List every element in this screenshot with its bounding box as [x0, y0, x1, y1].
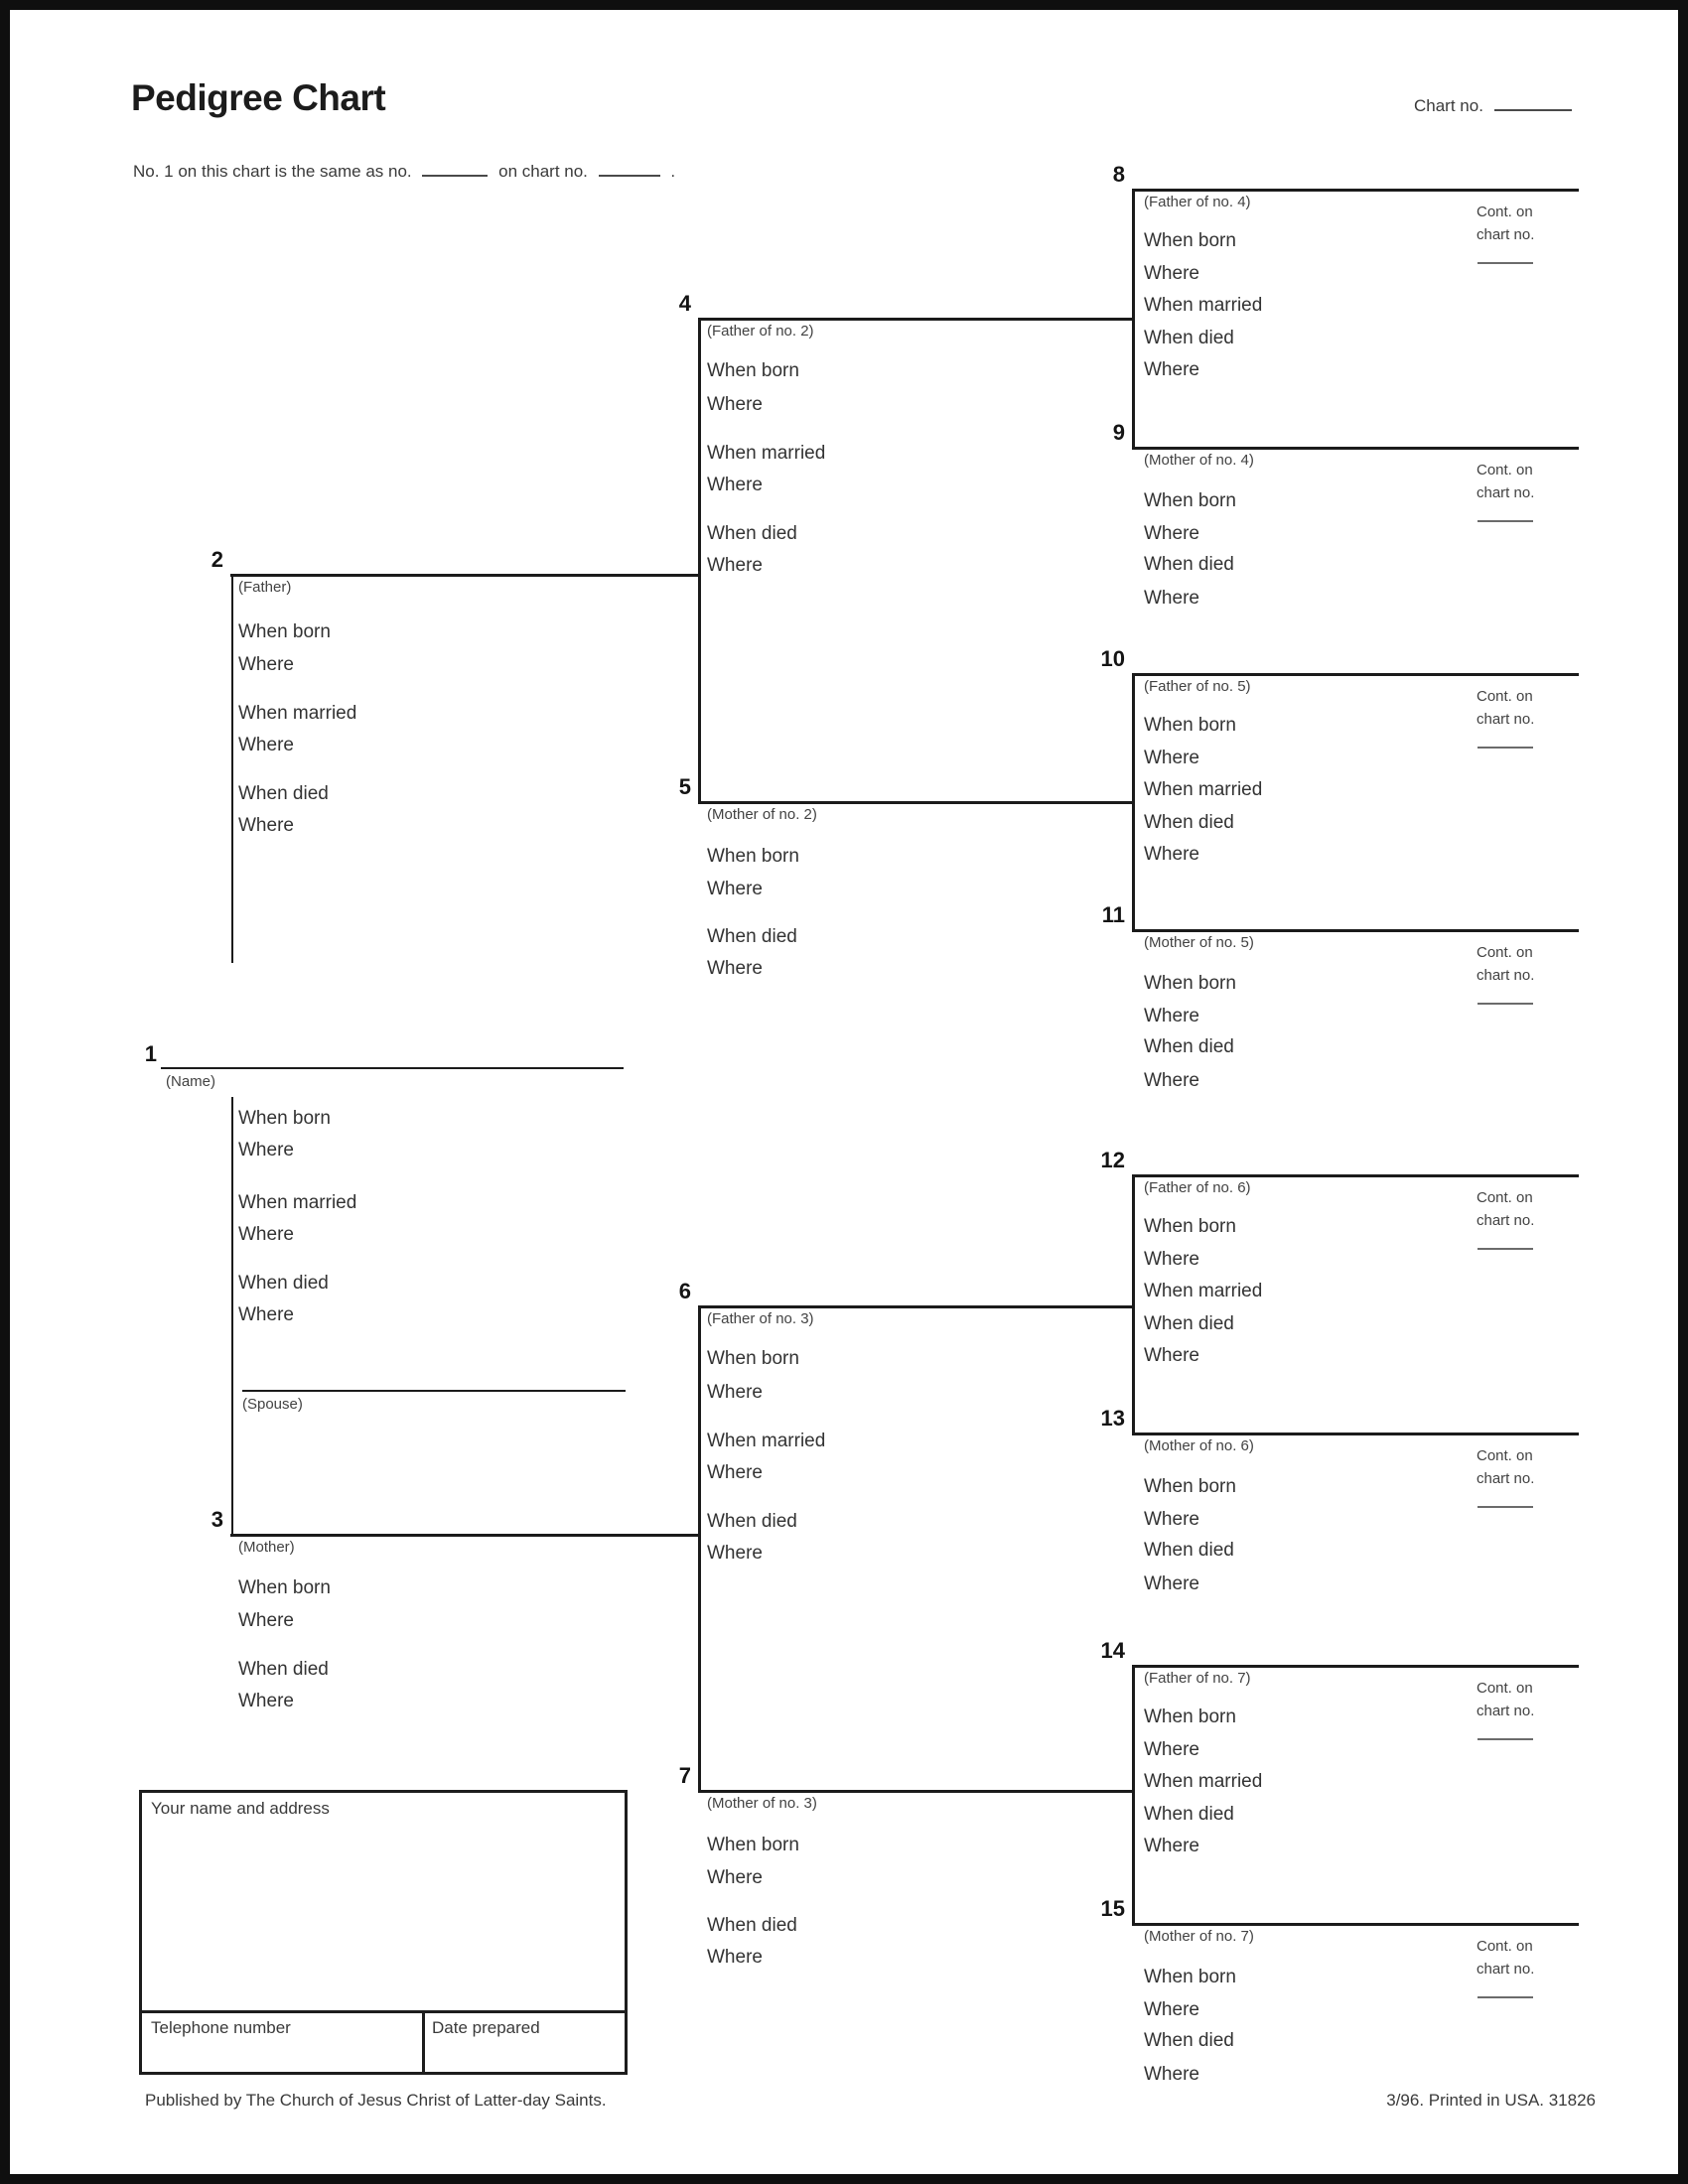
entry-line[interactable] — [698, 318, 1132, 321]
spouse-label: (Spouse) — [242, 1396, 303, 1413]
cont-chart-no-label: chart no. — [1477, 711, 1535, 728]
entry-line[interactable] — [230, 574, 698, 577]
entry-line[interactable] — [230, 1534, 698, 1537]
entry-field: Where — [1144, 588, 1199, 609]
address-box-divider-horizontal — [142, 2010, 625, 2013]
entry-field: Where — [238, 1691, 294, 1711]
cont-chart-no-label: chart no. — [1477, 226, 1535, 243]
entry-line[interactable] — [698, 1790, 1132, 1793]
cont-chart-no-blank[interactable] — [1477, 1003, 1533, 1005]
connector-line — [1132, 1174, 1135, 1433]
entry-field: Where — [238, 1140, 294, 1160]
entry-field: Where — [1144, 1739, 1199, 1760]
entry-field: When died — [1144, 1036, 1234, 1057]
entry-line[interactable] — [698, 801, 1132, 804]
entry-number: 2 — [211, 547, 223, 572]
cont-chart-no-label: chart no. — [1477, 484, 1535, 501]
entry-field: When married — [1144, 1281, 1263, 1301]
entry-field: Where — [707, 1382, 763, 1403]
entry-line[interactable] — [1132, 673, 1579, 676]
page-title: Pedigree Chart — [131, 77, 386, 118]
footer-publisher: Published by The Church of Jesus Christ of Latter-day Saints. — [145, 2091, 607, 2110]
connector-line — [1132, 1665, 1135, 1923]
entry-field: Where — [1144, 1836, 1199, 1856]
connector-line — [231, 1097, 233, 1534]
entry-field: When born — [238, 1577, 331, 1598]
address-box-divider-vertical — [422, 2010, 425, 2072]
entry-field: Where — [707, 1543, 763, 1564]
cont-chart-no-label: chart no. — [1477, 1703, 1535, 1719]
entry-field: When died — [238, 1273, 329, 1294]
entry-line[interactable] — [1132, 447, 1579, 450]
entry-number: 12 — [1100, 1148, 1125, 1172]
entry-line[interactable] — [1132, 1923, 1579, 1926]
entry-field: When died — [707, 523, 797, 544]
chart-no-field — [1414, 95, 1578, 116]
entry-field: Where — [707, 958, 763, 979]
cont-chart-no-blank[interactable] — [1477, 747, 1533, 749]
date-prepared-label[interactable]: Date prepared — [432, 2018, 540, 2037]
entry-field: When married — [1144, 779, 1263, 800]
entry-field: When died — [1144, 812, 1234, 833]
entry-number: 5 — [678, 774, 691, 799]
entry-field: When died — [1144, 2030, 1234, 2051]
entry-field: When born — [707, 1348, 799, 1369]
entry-field: When born — [1144, 1476, 1236, 1497]
entry-role-label: (Mother of no. 5) — [1144, 934, 1254, 951]
cont-on-label: Cont. on — [1477, 1680, 1533, 1697]
intro-sentence — [133, 161, 675, 182]
entry-number: 14 — [1100, 1638, 1125, 1663]
entry-field: Where — [1144, 748, 1199, 768]
cont-on-label: Cont. on — [1477, 1447, 1533, 1464]
entry-role-label: (Mother of no. 3) — [707, 1795, 817, 1812]
cont-chart-no-label: chart no. — [1477, 967, 1535, 984]
cont-chart-no-label: chart no. — [1477, 1961, 1535, 1978]
entry-field: When married — [707, 1431, 826, 1451]
connector-line — [1132, 189, 1135, 447]
cont-chart-no-blank[interactable] — [1477, 1248, 1533, 1250]
entry-line[interactable] — [1132, 1433, 1579, 1435]
entry-field: When died — [238, 1659, 329, 1680]
entry-role-label: (Mother of no. 6) — [1144, 1437, 1254, 1454]
entry-number: 1 — [144, 1041, 157, 1066]
entry-field: When born — [707, 1835, 799, 1855]
entry-role-label: (Mother of no. 2) — [707, 806, 817, 823]
entry-number: 7 — [678, 1763, 691, 1788]
entry-number: 3 — [211, 1507, 223, 1532]
connector-line — [231, 574, 233, 963]
entry-field: When died — [1144, 1313, 1234, 1334]
entry-field: When died — [238, 783, 329, 804]
entry-field: When born — [1144, 1967, 1236, 1987]
entry-field: When died — [707, 926, 797, 947]
cont-chart-no-blank[interactable] — [1477, 1996, 1533, 1998]
entry-field: Where — [707, 879, 763, 899]
entry-field: When born — [1144, 1216, 1236, 1237]
entry-field: When married — [238, 1192, 357, 1213]
entry-role-label: (Father) — [238, 579, 292, 596]
entry-field: Where — [1144, 1509, 1199, 1530]
entry-role-label: (Mother) — [238, 1539, 295, 1556]
entry-field: When born — [1144, 230, 1236, 251]
entry-field: Where — [1144, 1006, 1199, 1026]
entry-field: When died — [1144, 328, 1234, 348]
entry-field: Where — [1144, 359, 1199, 380]
address-box — [139, 1790, 628, 2075]
chart-no-label: Chart no. — [1414, 96, 1483, 115]
entry-field: Where — [707, 1462, 763, 1483]
entry-field: Where — [238, 1304, 294, 1325]
chart-no-blank[interactable] — [1494, 95, 1572, 111]
entry-field: Where — [1144, 1345, 1199, 1366]
cont-on-label: Cont. on — [1477, 462, 1533, 478]
entry-field: When born — [238, 1108, 331, 1129]
entry-number: 11 — [1101, 902, 1125, 927]
entry-role-label: (Father of no. 5) — [1144, 678, 1251, 695]
entry-field: When born — [1144, 1706, 1236, 1727]
same-as-no-blank[interactable] — [422, 161, 488, 177]
entry-number: 6 — [678, 1279, 691, 1303]
cont-chart-no-label: chart no. — [1477, 1212, 1535, 1229]
name-line[interactable] — [161, 1067, 624, 1069]
entry-number: 13 — [1100, 1406, 1125, 1431]
cont-on-label: Cont. on — [1477, 1938, 1533, 1955]
connector-line — [698, 1305, 701, 1790]
entry-number: 10 — [1100, 646, 1125, 671]
entry-field: When born — [1144, 490, 1236, 511]
entry-role-label: (Mother of no. 7) — [1144, 1928, 1254, 1945]
entry-number: 9 — [1112, 420, 1125, 445]
entry-field: Where — [238, 815, 294, 836]
entry-field: When died — [707, 1915, 797, 1936]
cont-chart-no-blank[interactable] — [1477, 1738, 1533, 1740]
entry-field: When born — [1144, 973, 1236, 994]
entry-field: Where — [707, 475, 763, 495]
entry-field: When married — [707, 443, 826, 464]
entry-field: When born — [707, 360, 799, 381]
entry-role-label: (Father of no. 4) — [1144, 194, 1251, 210]
entry-field: Where — [238, 735, 294, 755]
cont-on-label: Cont. on — [1477, 204, 1533, 220]
entry-role-label: (Father of no. 3) — [707, 1310, 814, 1327]
cont-chart-no-label: chart no. — [1477, 1470, 1535, 1487]
entry-field: Where — [707, 1867, 763, 1888]
entry-line[interactable] — [1132, 929, 1579, 932]
connector-line — [698, 318, 701, 801]
entry-number: 4 — [678, 291, 691, 316]
connector-line — [1132, 673, 1135, 929]
intro-text-between: on chart no. — [498, 162, 588, 181]
telephone-label[interactable]: Telephone number — [151, 2018, 291, 2037]
entry-field: Where — [707, 1947, 763, 1968]
on-chart-no-blank[interactable] — [599, 161, 660, 177]
entry-field: When died — [1144, 1804, 1234, 1825]
entry-field: Where — [1144, 844, 1199, 865]
entry-field: Where — [238, 1610, 294, 1631]
entry-field: When died — [1144, 554, 1234, 575]
address-box-label[interactable]: Your name and address — [151, 1799, 330, 1818]
intro-text-after: . — [670, 162, 676, 181]
entry-field: Where — [707, 394, 763, 415]
entry-line[interactable] — [698, 1305, 1132, 1308]
intro-text-before: No. 1 on this chart is the same as no. — [133, 162, 412, 181]
cont-on-label: Cont. on — [1477, 1189, 1533, 1206]
entry-field: Where — [1144, 1999, 1199, 2020]
entry-line[interactable] — [1132, 189, 1579, 192]
entry-field: Where — [707, 555, 763, 576]
entry-field: Where — [1144, 1070, 1199, 1091]
entry-field: Where — [238, 1224, 294, 1245]
cont-on-label: Cont. on — [1477, 688, 1533, 705]
name-label: (Name) — [166, 1073, 216, 1090]
entry-field: When married — [1144, 1771, 1263, 1792]
entry-role-label: (Father of no. 6) — [1144, 1179, 1251, 1196]
cont-chart-no-blank[interactable] — [1477, 520, 1533, 522]
entry-number: 15 — [1100, 1896, 1125, 1921]
entry-field: When died — [707, 1511, 797, 1532]
cont-chart-no-blank[interactable] — [1477, 262, 1533, 264]
cont-chart-no-blank[interactable] — [1477, 1506, 1533, 1508]
footer-printing-info: 3/96. Printed in USA. 31826 — [1386, 2091, 1596, 2110]
entry-field: When born — [1144, 715, 1236, 736]
entry-field: When died — [1144, 1540, 1234, 1561]
entry-field: When married — [1144, 295, 1263, 316]
entry-role-label: (Father of no. 2) — [707, 323, 814, 340]
entry-line[interactable] — [1132, 1174, 1579, 1177]
entry-field: When married — [238, 703, 357, 724]
entry-line[interactable] — [1132, 1665, 1579, 1668]
entry-field: When born — [707, 846, 799, 867]
entry-field: Where — [238, 654, 294, 675]
entry-number: 8 — [1112, 162, 1125, 187]
spouse-line[interactable] — [242, 1390, 626, 1392]
cont-on-label: Cont. on — [1477, 944, 1533, 961]
entry-role-label: (Father of no. 7) — [1144, 1670, 1251, 1687]
entry-field: Where — [1144, 523, 1199, 544]
entry-field: Where — [1144, 263, 1199, 284]
entry-field: Where — [1144, 1249, 1199, 1270]
entry-field: Where — [1144, 2064, 1199, 2085]
entry-field: Where — [1144, 1573, 1199, 1594]
entry-field: When born — [238, 621, 331, 642]
entry-role-label: (Mother of no. 4) — [1144, 452, 1254, 469]
